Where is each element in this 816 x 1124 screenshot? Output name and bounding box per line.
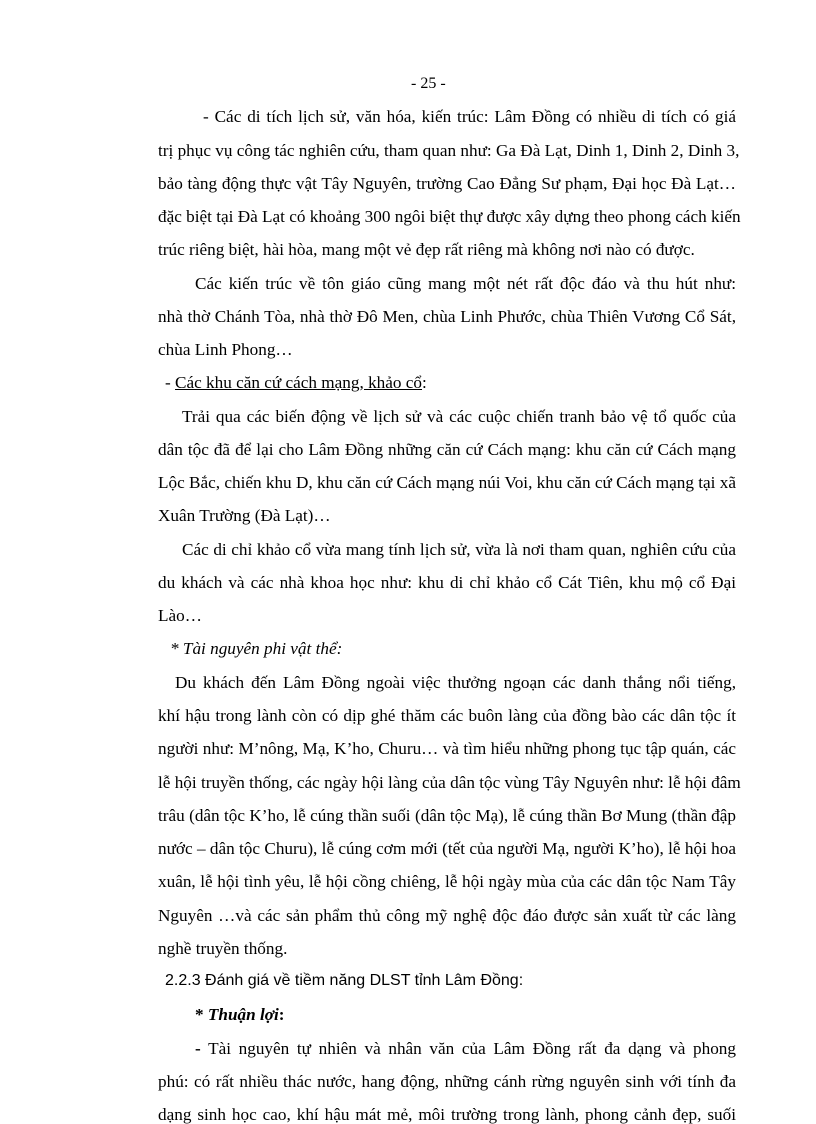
heading-dash: - <box>165 373 176 392</box>
paragraph-line: Nguyên …và các sản phẩm thủ công mỹ nghệ độc đáo được sản xuất từ các làng <box>158 906 736 925</box>
heading-colon: : <box>278 1005 285 1024</box>
paragraph-line: dân tộc đã để lại cho Lâm Đồng những căn cứ Cách mạng: khu căn cứ Cách mạng <box>158 440 736 459</box>
heading-star: * <box>195 1005 208 1024</box>
paragraph-line: Du khách đến Lâm Đồng ngoài việc thưởng ngoạn các danh thắng nổi tiếng, <box>175 673 736 692</box>
paragraph-line: xuân, lễ hội tình yêu, lễ hội cồng chiêng, lễ hội ngày mùa của các dân tộc Nam Tây <box>158 872 736 891</box>
paragraph-line: người như: M’nông, Mạ, K’ho, Churu… và tìm hiểu những phong tục tập quán, các <box>158 739 736 758</box>
paragraph-line: - Các di tích lịch sử, văn hóa, kiến trúc: Lâm Đồng có nhiều di tích có giá <box>203 107 736 126</box>
heading-text: Các khu căn cứ cách mạng, khảo cổ <box>175 373 423 392</box>
paragraph-line: du khách và các nhà khoa học như: khu di chỉ khảo cổ Cát Tiên, khu mộ cổ Đại <box>158 573 736 592</box>
paragraph-line: Lộc Bắc, chiến khu D, khu căn cứ Cách mạng núi Voi, khu căn cứ Cách mạng tại xã <box>158 473 736 492</box>
page-number: - 25 - <box>411 75 446 92</box>
paragraph-line: Các di chỉ khảo cổ vừa mang tính lịch sử, vừa là nơi tham quan, nghiên cứu của <box>182 540 736 559</box>
subheading-intangible-resources: * Tài nguyên phi vật thể: <box>170 639 343 658</box>
paragraph-line: trị phục vụ công tác nghiên cứu, tham quan như: Ga Đà Lạt, Dinh 1, Dinh 2, Dinh 3, <box>158 141 740 160</box>
heading-text: Thuận lợi <box>207 1005 279 1024</box>
subheading-revolutionary-bases <box>165 374 427 391</box>
section-title: 2.2.3 Đánh giá về tiềm năng DLST tỉnh Lâm Đồng: <box>165 972 524 989</box>
subheading-advantages <box>195 1006 284 1023</box>
paragraph-line: đặc biệt tại Đà Lạt có khoảng 300 ngôi biệt thự được xây dựng theo phong cách kiến <box>158 207 741 226</box>
paragraph-line: Xuân Trường (Đà Lạt)… <box>158 506 331 525</box>
paragraph-line: lễ hội truyền thống, các ngày hội làng của dân tộc vùng Tây Nguyên như: lễ hội đâm <box>158 773 741 792</box>
paragraph-text: Tài nguyên tự nhiên và nhân văn của Lâm Đồng rất đa dạng và phong <box>200 1039 736 1058</box>
paragraph-line: khí hậu trong lành còn có dịp ghé thăm các buôn làng của đồng bào các dân tộc ít <box>158 706 736 725</box>
bullet-dash: - <box>195 1039 201 1058</box>
paragraph-line: nhà thờ Chánh Tòa, nhà thờ Đô Men, chùa Linh Phước, chùa Thiên Vương Cổ Sát, <box>158 307 736 326</box>
paragraph-line: Các kiến trúc về tôn giáo cũng mang một nét rất độc đáo và thu hút như: <box>195 274 736 293</box>
paragraph-line <box>195 1040 736 1057</box>
heading-colon: : <box>422 373 427 392</box>
paragraph-line: trâu (dân tộc K’ho, lễ cúng thần suối (dân tộc Mạ), lễ cúng thần Bơ Mung (thần đập <box>158 806 736 825</box>
paragraph-line: dạng sinh học cao, khí hậu mát mẻ, môi trường trong lành, phong cảnh đẹp, suối <box>158 1105 736 1124</box>
paragraph-line: Trải qua các biến động về lịch sử và các cuộc chiến tranh bảo vệ tổ quốc của <box>182 407 736 426</box>
paragraph-line: Lào… <box>158 606 202 625</box>
paragraph-line: nước – dân tộc Churu), lễ cúng cơm mới (tết của người Mạ, người K’ho), lễ hội hoa <box>158 839 736 858</box>
paragraph-line: phú: có rất nhiều thác nước, hang động, những cánh rừng nguyên sinh với tính đa <box>158 1072 736 1091</box>
paragraph-line: trúc riêng biệt, hài hòa, mang một vẻ đẹp rất riêng mà không nơi nào có được. <box>158 240 695 259</box>
paragraph-line: nghề truyền thống. <box>158 939 288 958</box>
paragraph-line: bảo tàng động thực vật Tây Nguyên, trường Cao Đẳng Sư phạm, Đại học Đà Lạt… <box>158 174 736 193</box>
paragraph-line: chùa Linh Phong… <box>158 340 293 359</box>
